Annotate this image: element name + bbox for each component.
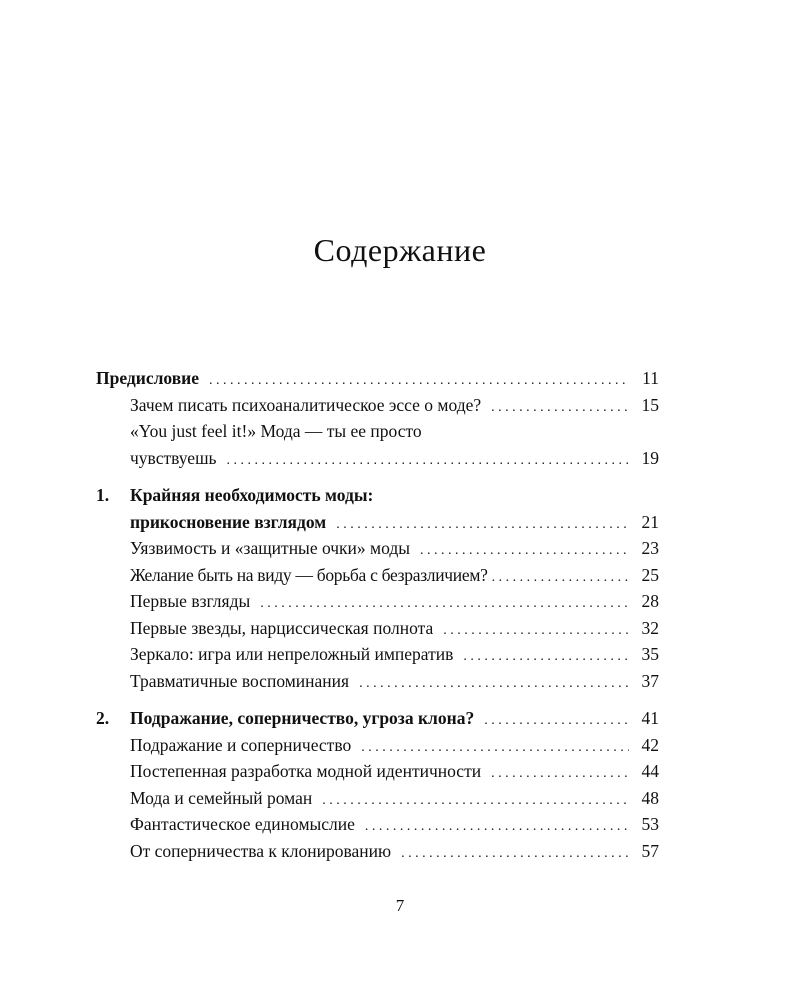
toc-leader bbox=[492, 570, 629, 586]
toc-entry bbox=[96, 708, 659, 735]
toc-leader bbox=[491, 766, 629, 782]
toc-leader bbox=[359, 676, 629, 692]
toc-entry bbox=[96, 565, 659, 592]
toc-page: 57 bbox=[641, 840, 659, 861]
toc-entry bbox=[96, 644, 659, 671]
toc-title: Уязвимость и «защитные очки» моды bbox=[130, 538, 411, 558]
toc-page: 23 bbox=[641, 538, 659, 558]
toc-title: Крайняя необходимость моды: bbox=[130, 485, 374, 505]
toc-entry bbox=[96, 671, 659, 698]
toc-page: 15 bbox=[641, 394, 659, 415]
toc-leader bbox=[401, 846, 629, 862]
toc-number: 2. bbox=[96, 708, 110, 728]
toc-title: Фантастическое единомыслие bbox=[130, 814, 355, 834]
toc-entry bbox=[96, 761, 659, 788]
toc-leader bbox=[209, 373, 629, 389]
toc-leader bbox=[484, 713, 629, 729]
toc-title: Предисловие bbox=[96, 368, 200, 388]
toc-title: Мода и семейный роман bbox=[130, 787, 313, 808]
toc-page: 21 bbox=[641, 511, 659, 532]
toc-title: прикосновение взглядом bbox=[130, 511, 327, 532]
toc-title: Подражание и соперничество bbox=[130, 734, 352, 755]
toc-entry bbox=[96, 618, 659, 645]
toc-page: 25 bbox=[641, 564, 659, 585]
toc-page: 42 bbox=[641, 734, 659, 755]
toc-title: «You just feel it!» Мода — ты ее просто bbox=[130, 421, 422, 441]
toc-entry bbox=[96, 512, 659, 539]
toc-title: Зеркало: игра или непреложный императив bbox=[130, 644, 454, 664]
toc-leader bbox=[322, 793, 629, 809]
toc-page: 35 bbox=[641, 644, 659, 664]
toc-title: Травматичные воспоминания bbox=[130, 670, 350, 691]
toc-entry bbox=[96, 735, 659, 762]
toc-entry bbox=[96, 395, 659, 422]
toc-entry bbox=[96, 448, 659, 475]
page-number: 7 bbox=[395, 896, 405, 915]
toc-page: 48 bbox=[641, 787, 659, 808]
page-title: Содержание bbox=[313, 232, 487, 268]
toc-page: 41 bbox=[641, 708, 659, 728]
toc-entry bbox=[96, 788, 659, 815]
toc-page: 11 bbox=[642, 368, 659, 388]
toc-title: Подражание, соперничество, угроза клона? bbox=[130, 708, 475, 728]
toc-entry bbox=[96, 421, 659, 448]
toc-leader bbox=[260, 596, 629, 612]
toc-number: 1. bbox=[96, 485, 110, 505]
toc-title: Первые звезды, нарциссическая полнота bbox=[130, 617, 434, 638]
toc-entry bbox=[96, 591, 659, 618]
toc-entry bbox=[96, 485, 659, 512]
toc-page: 53 bbox=[641, 814, 659, 834]
toc-leader bbox=[361, 740, 629, 756]
toc-page: 19 bbox=[641, 447, 659, 468]
toc-title: От соперничества к клонированию bbox=[130, 840, 392, 861]
toc-leader bbox=[420, 543, 629, 559]
toc-title: Желание быть на виду — борьба с безразличием? bbox=[130, 564, 488, 585]
toc-title: Зачем писать психоаналитическое эссе о моде? bbox=[130, 394, 482, 415]
toc-title: Постепенная разработка модной идентичности bbox=[130, 761, 482, 781]
toc-leader bbox=[491, 400, 629, 416]
toc-page: 28 bbox=[641, 591, 659, 611]
toc-entry bbox=[96, 538, 659, 565]
toc-leader bbox=[227, 453, 629, 469]
toc-page: 37 bbox=[641, 670, 659, 691]
toc-page: 32 bbox=[641, 617, 659, 638]
toc-title: чувствуешь bbox=[130, 447, 217, 468]
toc-leader bbox=[336, 517, 629, 533]
toc-entry bbox=[96, 841, 659, 868]
toc-entry bbox=[96, 814, 659, 841]
toc-leader bbox=[443, 623, 629, 639]
toc-page: 44 bbox=[641, 761, 659, 781]
toc-entry bbox=[96, 368, 659, 395]
toc-leader bbox=[463, 649, 629, 665]
toc-title: Первые взгляды bbox=[130, 591, 251, 611]
table-of-contents bbox=[96, 368, 659, 867]
toc-leader bbox=[365, 819, 629, 835]
